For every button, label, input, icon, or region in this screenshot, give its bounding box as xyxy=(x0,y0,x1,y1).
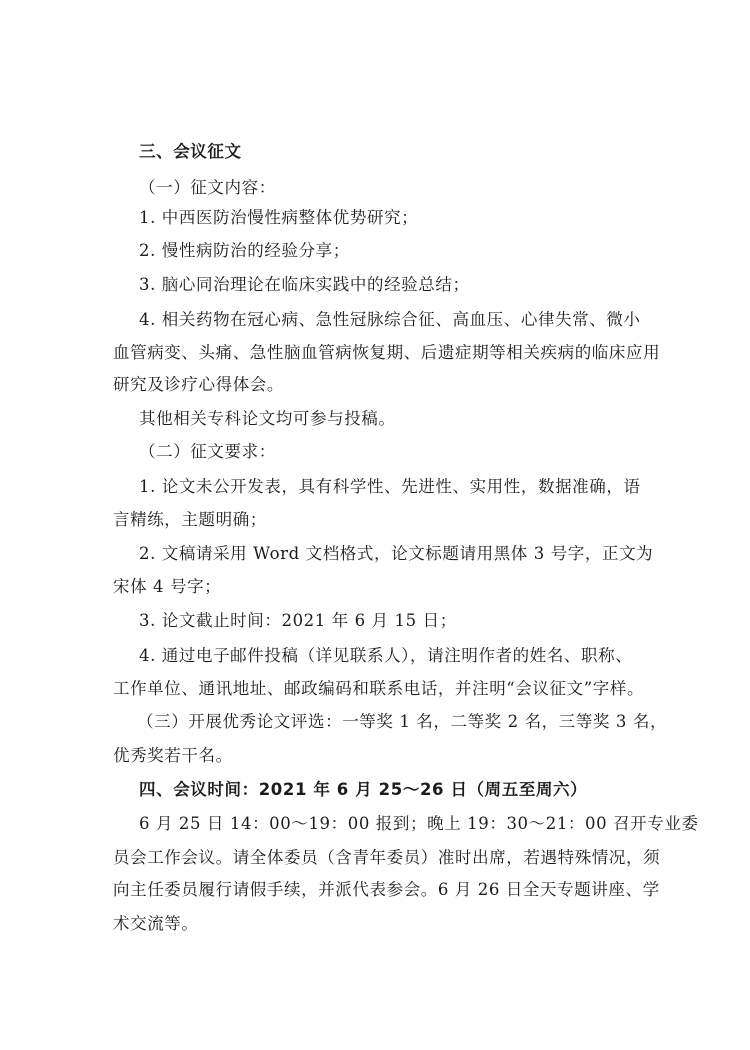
meeting-time-line-3: 向主任委员履行请假手续，并派代表参会。6 月 26 日全天专题讲座、学 xyxy=(113,880,660,899)
content-item-4-line-2: 血管病变、头痛、急性脑血管病恢复期、后遗症期等相关疾病的临床应用 xyxy=(113,343,661,362)
content-item-4-line-1: 4. 相关药物在冠心病、急性冠脉综合征、高血压、心律失常、微小 xyxy=(139,310,641,329)
subsection-title-requirements: （二）征文要求： xyxy=(139,442,276,461)
requirement-item-4-line-2: 工作单位、通讯地址、邮政编码和联系电话，并注明“会议征文”字样。 xyxy=(113,679,645,698)
content-item-2: 2. 慢性病防治的经验分享； xyxy=(139,241,350,260)
content-item-3: 3. 脑心同治理论在临床实践中的经验总结； xyxy=(139,275,470,294)
content-note: 其他相关专科论文均可参与投稿。 xyxy=(139,409,396,428)
requirement-item-2-line-1: 2. 文稿请采用 Word 文档格式，论文标题请用黑体 3 号字，正文为 xyxy=(139,544,654,563)
requirement-item-4-line-1: 4. 通过电子邮件投稿（详见联系人），请注明作者的姓名、职称、 xyxy=(139,646,633,665)
award-selection-line-2: 优秀奖若干名。 xyxy=(113,746,233,765)
requirement-item-2-line-2: 宋体 4 号字； xyxy=(113,577,222,596)
subsection-title-content: （一）征文内容： xyxy=(139,178,276,197)
section-heading-meeting-time: 四、会议时间：2021 年 6 月 25～26 日（周五至周六） xyxy=(139,780,588,799)
requirement-item-3: 3. 论文截止时间：2021 年 6 月 15 日； xyxy=(139,611,457,630)
section-heading-call-for-papers: 三、会议征文 xyxy=(139,142,242,161)
meeting-time-line-4: 术交流等。 xyxy=(113,914,199,933)
requirement-item-1-line-2: 言精练，主题明确； xyxy=(113,510,267,529)
meeting-time-line-2: 员会工作会议。请全体委员（含青年委员）准时出席，若遇特殊情况，须 xyxy=(113,848,661,867)
meeting-time-line-1: 6 月 25 日 14：00～19：00 报到；晚上 19：30～21：00 召开专业委 xyxy=(139,814,699,833)
content-item-4-line-3: 研究及诊疗心得体会。 xyxy=(113,375,284,394)
content-item-1: 1. 中西医防治慢性病整体优势研究； xyxy=(139,208,419,227)
requirement-item-1-line-1: 1. 论文未公开发表，具有科学性、先进性、实用性，数据准确，语 xyxy=(139,477,641,496)
award-selection-line-1: （三）开展优秀论文评选：一等奖 1 名，二等奖 2 名，三等奖 3 名， xyxy=(137,712,668,731)
